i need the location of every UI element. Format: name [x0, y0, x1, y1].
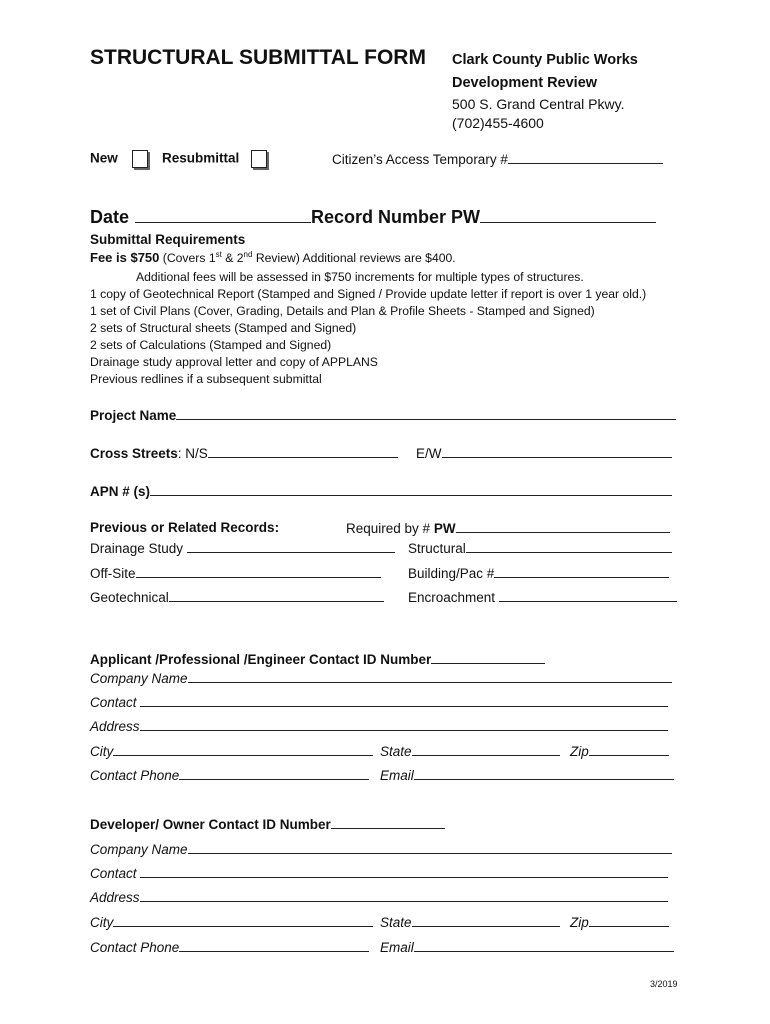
- developer-company-field: [90, 841, 672, 857]
- applicant-state-field: [380, 743, 560, 759]
- applicant-zip-label: Zip: [570, 744, 589, 759]
- applicant-address-label: Address: [90, 719, 140, 734]
- applicant-city-field: [90, 743, 373, 759]
- required-by-field: [346, 520, 670, 536]
- apn-input[interactable]: [150, 483, 672, 496]
- record-number-input[interactable]: [480, 208, 656, 223]
- applicant-state-label: State: [380, 744, 412, 759]
- developer-phone-input[interactable]: [179, 939, 369, 952]
- drainage-study-input[interactable]: [187, 540, 395, 553]
- encroachment-input[interactable]: [499, 589, 677, 602]
- applicant-contact-id-input[interactable]: [431, 651, 545, 664]
- applicant-contact-input[interactable]: [140, 694, 668, 707]
- fee-sup-1: st: [215, 250, 222, 259]
- offsite-input[interactable]: [136, 565, 381, 578]
- developer-state-field: [380, 914, 560, 930]
- drainage-study-label: Drainage Study: [90, 541, 187, 556]
- required-by-pw: PW: [433, 521, 456, 536]
- date-label: Date: [90, 207, 130, 227]
- applicant-city-input[interactable]: [113, 743, 373, 756]
- developer-state-label: State: [380, 915, 412, 930]
- fee-sup-2: nd: [243, 250, 253, 259]
- date-input[interactable]: [135, 208, 311, 223]
- applicant-email-input[interactable]: [414, 767, 674, 780]
- apn-field: [90, 483, 672, 499]
- applicant-zip-input[interactable]: [589, 743, 669, 756]
- agency-address: 500 S. Grand Central Pkwy.: [452, 96, 625, 112]
- project-name-field: [90, 407, 676, 423]
- required-by-label: Required by #: [346, 521, 434, 536]
- applicant-heading-label: Applicant /Professional /Engineer Contact ID Number: [90, 652, 432, 667]
- offsite-field: [90, 565, 381, 581]
- department-name: Development Review: [452, 75, 598, 91]
- additional-fees-note: Additional fees will be assessed in $750 increments for multiple types of structures.: [136, 270, 584, 284]
- drainage-study-field: [90, 540, 395, 556]
- applicant-phone-label: Contact Phone: [90, 768, 180, 783]
- applicant-phone-input[interactable]: [179, 767, 369, 780]
- applicant-email-label: Email: [380, 768, 414, 783]
- developer-heading: [90, 816, 445, 832]
- geotechnical-label: Geotechnical: [90, 590, 169, 605]
- developer-phone-field: [90, 939, 369, 955]
- developer-contact-field: [90, 865, 668, 881]
- building-pac-input[interactable]: [494, 565, 669, 578]
- project-name-label: Project Name: [90, 408, 177, 423]
- fee-text-c: Review) Additional reviews are $400.: [252, 251, 456, 266]
- developer-city-label: City: [90, 915, 114, 930]
- developer-address-label: Address: [90, 890, 140, 905]
- applicant-company-input[interactable]: [188, 670, 672, 683]
- building-pac-field: [408, 565, 669, 581]
- encroachment-label: Encroachment: [408, 590, 499, 605]
- applicant-company-label: Company Name: [90, 671, 188, 686]
- building-pac-label: Building/Pac #: [408, 566, 495, 581]
- cross-streets-label: Cross Streets: [90, 446, 178, 461]
- new-option: [90, 150, 148, 168]
- agency-name: Clark County Public Works: [452, 52, 638, 68]
- geotechnical-field: [90, 589, 384, 605]
- applicant-state-input[interactable]: [412, 743, 560, 756]
- developer-contact-id-input[interactable]: [331, 816, 445, 829]
- fee-line: [90, 250, 456, 265]
- developer-phone-label: Contact Phone: [90, 940, 180, 955]
- applicant-address-field: [90, 718, 668, 734]
- resubmittal-checkbox[interactable]: [251, 150, 267, 168]
- developer-heading-label: Developer/ Owner Contact ID Number: [90, 817, 331, 832]
- ns-label: : N/S: [177, 446, 208, 461]
- applicant-company-field: [90, 670, 672, 686]
- ew-input[interactable]: [442, 445, 672, 458]
- applicant-contact-label: Contact: [90, 695, 141, 710]
- agency-phone: (702)455-4600: [452, 115, 544, 131]
- developer-email-field: [380, 939, 674, 955]
- citizens-access-input[interactable]: [508, 151, 663, 164]
- requirement-item: 1 copy of Geotechnical Report (Stamped and Signed / Provide update letter if report is over 1 year old.): [90, 287, 647, 301]
- requirement-item: Drainage study approval letter and copy of APPLANS: [90, 355, 378, 369]
- requirement-item: 1 set of Civil Plans (Cover, Grading, Details and Plan & Profile Sheets - Stamped and Signed): [90, 304, 595, 318]
- applicant-phone-field: [90, 767, 369, 783]
- ns-input[interactable]: [208, 445, 398, 458]
- requirement-item: Previous redlines if a subsequent submittal: [90, 372, 322, 386]
- record-number-field: [311, 207, 656, 228]
- apn-label: APN # (s): [90, 484, 151, 499]
- cross-streets-ns-field: [90, 445, 398, 461]
- fee-amount: Fee is $750: [90, 250, 160, 266]
- structural-input[interactable]: [466, 540, 672, 553]
- geotechnical-input[interactable]: [169, 589, 384, 602]
- developer-email-label: Email: [380, 940, 414, 955]
- new-label: New: [90, 150, 118, 166]
- developer-email-input[interactable]: [414, 939, 674, 952]
- citizens-access-label: Citizen’s Access Temporary #: [332, 152, 508, 167]
- requirements-heading: Submittal Requirements: [90, 232, 246, 247]
- requirement-item: 2 sets of Calculations (Stamped and Signed): [90, 338, 332, 352]
- developer-city-input[interactable]: [113, 914, 373, 927]
- form-title: STRUCTURAL SUBMITTAL FORM: [90, 46, 426, 69]
- applicant-email-field: [380, 767, 674, 783]
- developer-zip-field: [570, 914, 669, 930]
- developer-address-field: [90, 889, 668, 905]
- new-checkbox[interactable]: [132, 150, 148, 168]
- applicant-zip-field: [570, 743, 669, 759]
- developer-address-input[interactable]: [140, 889, 668, 902]
- developer-company-input[interactable]: [188, 841, 672, 854]
- requirement-item: 2 sets of Structural sheets (Stamped and Signed): [90, 321, 357, 335]
- developer-contact-label: Contact: [90, 866, 141, 881]
- developer-city-field: [90, 914, 373, 930]
- resubmittal-option: [162, 150, 267, 168]
- records-heading: Previous or Related Records:: [90, 520, 280, 535]
- ew-label: E/W: [416, 446, 442, 461]
- encroachment-field: [408, 589, 677, 605]
- fee-text-a: (Covers 1: [159, 251, 216, 266]
- offsite-label: Off-Site: [90, 566, 136, 581]
- developer-contact-input[interactable]: [140, 865, 668, 878]
- developer-company-label: Company Name: [90, 842, 188, 857]
- resubmittal-label: Resubmittal: [162, 150, 240, 166]
- applicant-contact-field: [90, 694, 668, 710]
- citizens-access-field: [332, 151, 663, 167]
- record-number-label: Record Number PW: [311, 207, 481, 227]
- applicant-address-input[interactable]: [140, 718, 668, 731]
- structural-field: [408, 540, 672, 556]
- fee-text-b: & 2: [221, 251, 244, 266]
- developer-zip-label: Zip: [570, 915, 589, 930]
- developer-state-input[interactable]: [412, 914, 560, 927]
- developer-zip-input[interactable]: [589, 914, 669, 927]
- structural-label: Structural: [408, 541, 466, 556]
- applicant-heading: [90, 651, 545, 667]
- date-field: [90, 207, 311, 228]
- applicant-city-label: City: [90, 744, 114, 759]
- required-by-input[interactable]: [456, 520, 670, 533]
- project-name-input[interactable]: [176, 407, 676, 420]
- cross-streets-ew-field: [416, 445, 672, 461]
- revision-date: 3/2019: [650, 979, 678, 989]
